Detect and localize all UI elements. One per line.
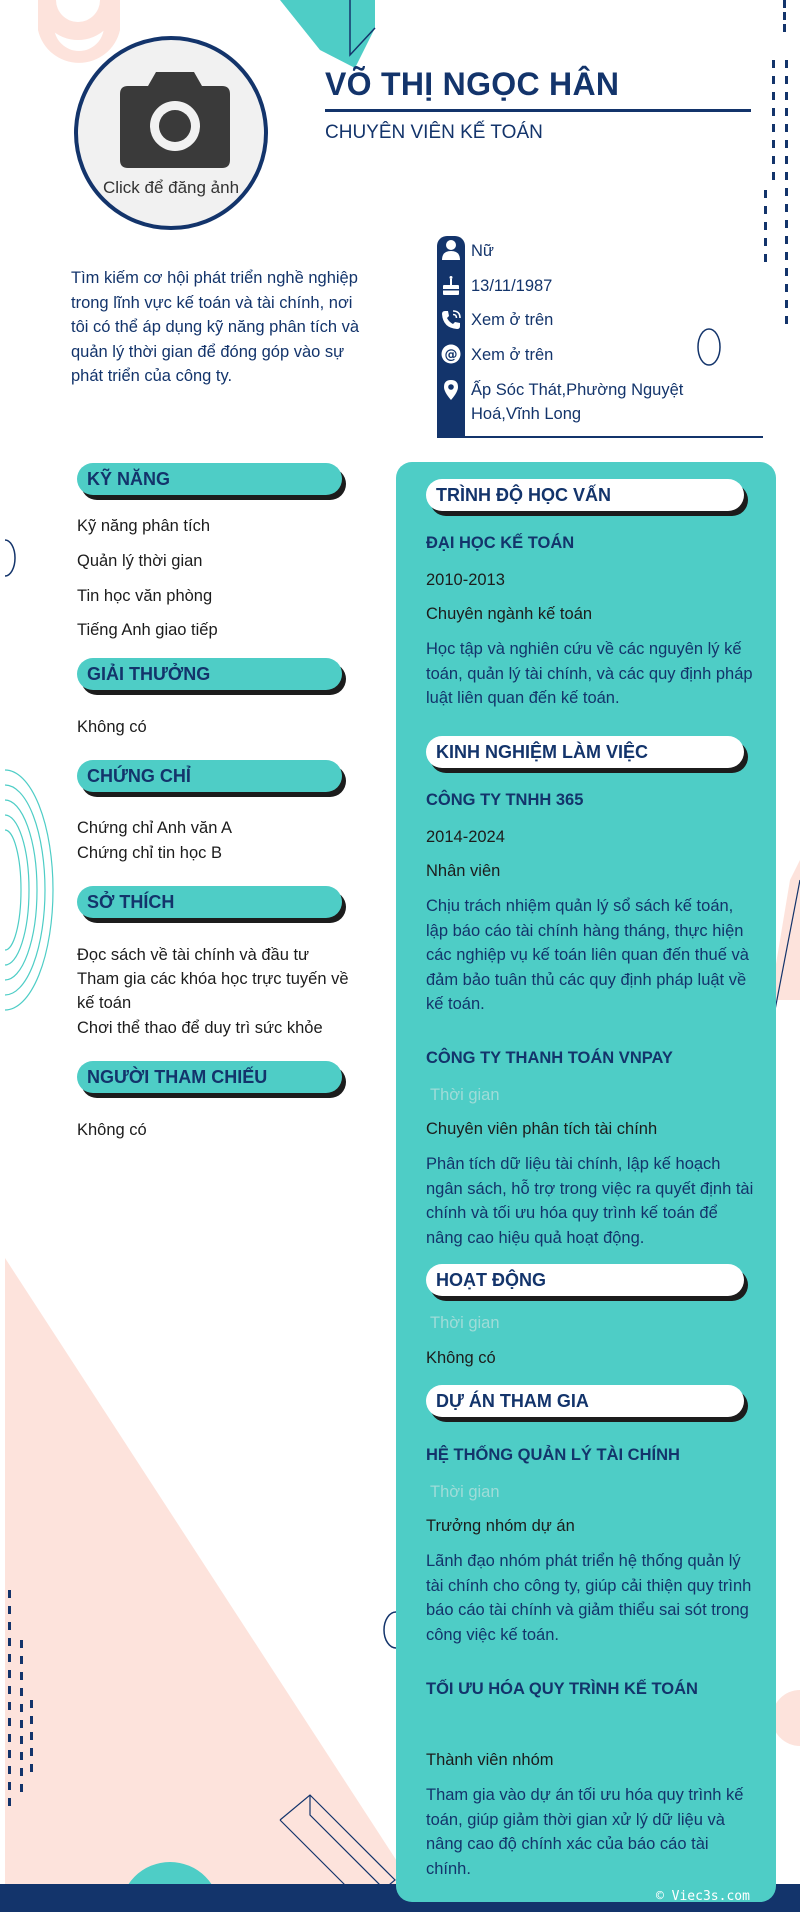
project-description: Tham gia vào dự án tối ưu hóa quy trình kế toán, giúp giảm thời gian xử lý dữ liệu và nâng cao độ chính xác của báo cáo tài chính. — [426, 1786, 744, 1878]
section-title: GIẢI THƯỞNG — [87, 664, 211, 684]
project-role: Trưởng nhóm dự án — [426, 1517, 575, 1535]
birthday-cake-icon — [439, 274, 463, 298]
section-header-hobbies — [77, 886, 342, 918]
candidate-name: VÕ THỊ NGỌC HÂN — [325, 66, 620, 102]
section-title: TRÌNH ĐỘ HỌC VẤN — [436, 485, 611, 505]
watermark: © Viec3s.com — [656, 1889, 750, 1904]
section-title: HOẠT ĐỘNG — [436, 1270, 546, 1290]
section-title: DỰ ÁN THAM GIA — [436, 1391, 589, 1411]
reference-item: Không có — [77, 1121, 147, 1139]
project-name: HỆ THỐNG QUẢN LÝ TÀI CHÍNH — [426, 1446, 680, 1464]
certificate-item: Chứng chỉ Anh văn A — [77, 819, 233, 837]
section-header-education — [426, 479, 744, 511]
experience-description: Chịu trách nhiệm quản lý sổ sách kế toán, lập báo cáo tài chính hàng tháng, thực hiện các nghiệp vụ kế toán liên quan đến thuế và đảm bảo tuân thủ các quy định pháp luật về kế toán. — [426, 897, 749, 1013]
section-title: CHỨNG CHỈ — [87, 766, 191, 786]
job-title: CHUYÊN VIÊN KẾ TOÁN — [325, 122, 543, 143]
project-period: Thời gian — [430, 1483, 500, 1501]
activity-description: Không có — [426, 1349, 496, 1367]
section-header-activities — [426, 1264, 744, 1296]
section-header-awards — [77, 658, 342, 690]
location-pin-icon — [439, 378, 463, 402]
career-objective: Tìm kiếm cơ hội phát triển nghề nghiệp trong lĩnh vực kế toán và tài chính, nơi tôi có thể áp dụng kỹ năng phân tích và quản lý thời gian để đóng góp vào sự phát triển của công ty. — [71, 269, 360, 385]
experience-period: 2014-2024 — [426, 828, 505, 846]
section-title: KINH NGHIỆM LÀM VIỆC — [436, 742, 649, 762]
hobby-item: Đọc sách về tài chính và đầu tư — [77, 946, 310, 964]
contact-address: Ấp Sóc Thát,Phường Nguyệt Hoá,Vĩnh Long — [471, 381, 684, 423]
education-major: Chuyên ngành kế toán — [426, 605, 593, 623]
experience-company: CÔNG TY THANH TOÁN VNPAY — [426, 1049, 673, 1067]
experience-company: CÔNG TY TNHH 365 — [426, 791, 584, 809]
skill-item: Tiếng Anh giao tiếp — [77, 621, 218, 639]
education-school: ĐẠI HỌC KẾ TOÁN — [426, 534, 575, 552]
award-item: Không có — [77, 718, 147, 736]
project-description: Lãnh đạo nhóm phát triển hệ thống quản lý tài chính cho công ty, giúp cải thiện quy trình báo cáo tài chính và giảm thiểu sai sót trong công việc kế toán. — [426, 1552, 752, 1644]
section-title: SỞ THÍCH — [87, 892, 175, 912]
experience-role: Nhân viên — [426, 862, 501, 880]
project-role: Thành viên nhóm — [426, 1751, 554, 1769]
certificate-item: Chứng chỉ tin học B — [77, 844, 222, 862]
education-period: 2010-2013 — [426, 571, 505, 589]
contact-icon-bar — [437, 236, 465, 438]
svg-text:@: @ — [444, 347, 458, 363]
section-header-projects — [426, 1385, 744, 1417]
photo-caption: Click để đăng ảnh — [102, 178, 240, 197]
phone-icon — [439, 308, 463, 332]
skill-item: Quản lý thời gian — [77, 552, 203, 570]
photo-upload[interactable] — [74, 36, 268, 230]
skill-item: Tin học văn phòng — [77, 587, 213, 605]
section-header-skills — [77, 463, 342, 495]
contact-birthday: 13/11/1987 — [471, 277, 553, 295]
person-icon — [439, 238, 463, 262]
name-divider — [325, 109, 751, 112]
hobby-item: Tham gia các khóa học trực tuyến về kế toán — [77, 970, 349, 1012]
contact-phone: Xem ở trên — [471, 311, 554, 329]
project-name: TỐI ƯU HÓA QUY TRÌNH KẾ TOÁN — [426, 1680, 698, 1698]
section-header-references — [77, 1061, 342, 1093]
experience-description: Phân tích dữ liệu tài chính, lập kế hoạch ngân sách, hỗ trợ trong việc ra quyết định tài chính và tối ưu hóa quy trình kế toán để nâng cao hiệu quả hoạt động. — [426, 1155, 754, 1247]
section-title: KỸ NĂNG — [87, 469, 171, 489]
contact-email: Xem ở trên — [471, 346, 554, 364]
hobby-item: Chơi thể thao để duy trì sức khỏe — [77, 1019, 323, 1037]
experience-period: Thời gian — [430, 1086, 500, 1104]
skill-item: Kỹ năng phân tích — [77, 517, 211, 535]
contact-divider — [437, 436, 763, 438]
camera-icon — [118, 68, 232, 168]
section-header-certificates — [77, 760, 342, 792]
activity-period: Thời gian — [430, 1314, 500, 1332]
email-at-icon — [439, 342, 463, 366]
section-title: NGƯỜI THAM CHIẾU — [87, 1067, 268, 1087]
contact-gender: Nữ — [471, 242, 494, 260]
education-description: Học tập và nghiên cứu về các nguyên lý kế toán, quản lý tài chính, và các quy định pháp luật liên quan đến kế toán. — [426, 640, 753, 707]
section-header-experience — [426, 736, 744, 768]
experience-role: Chuyên viên phân tích tài chính — [426, 1120, 658, 1138]
